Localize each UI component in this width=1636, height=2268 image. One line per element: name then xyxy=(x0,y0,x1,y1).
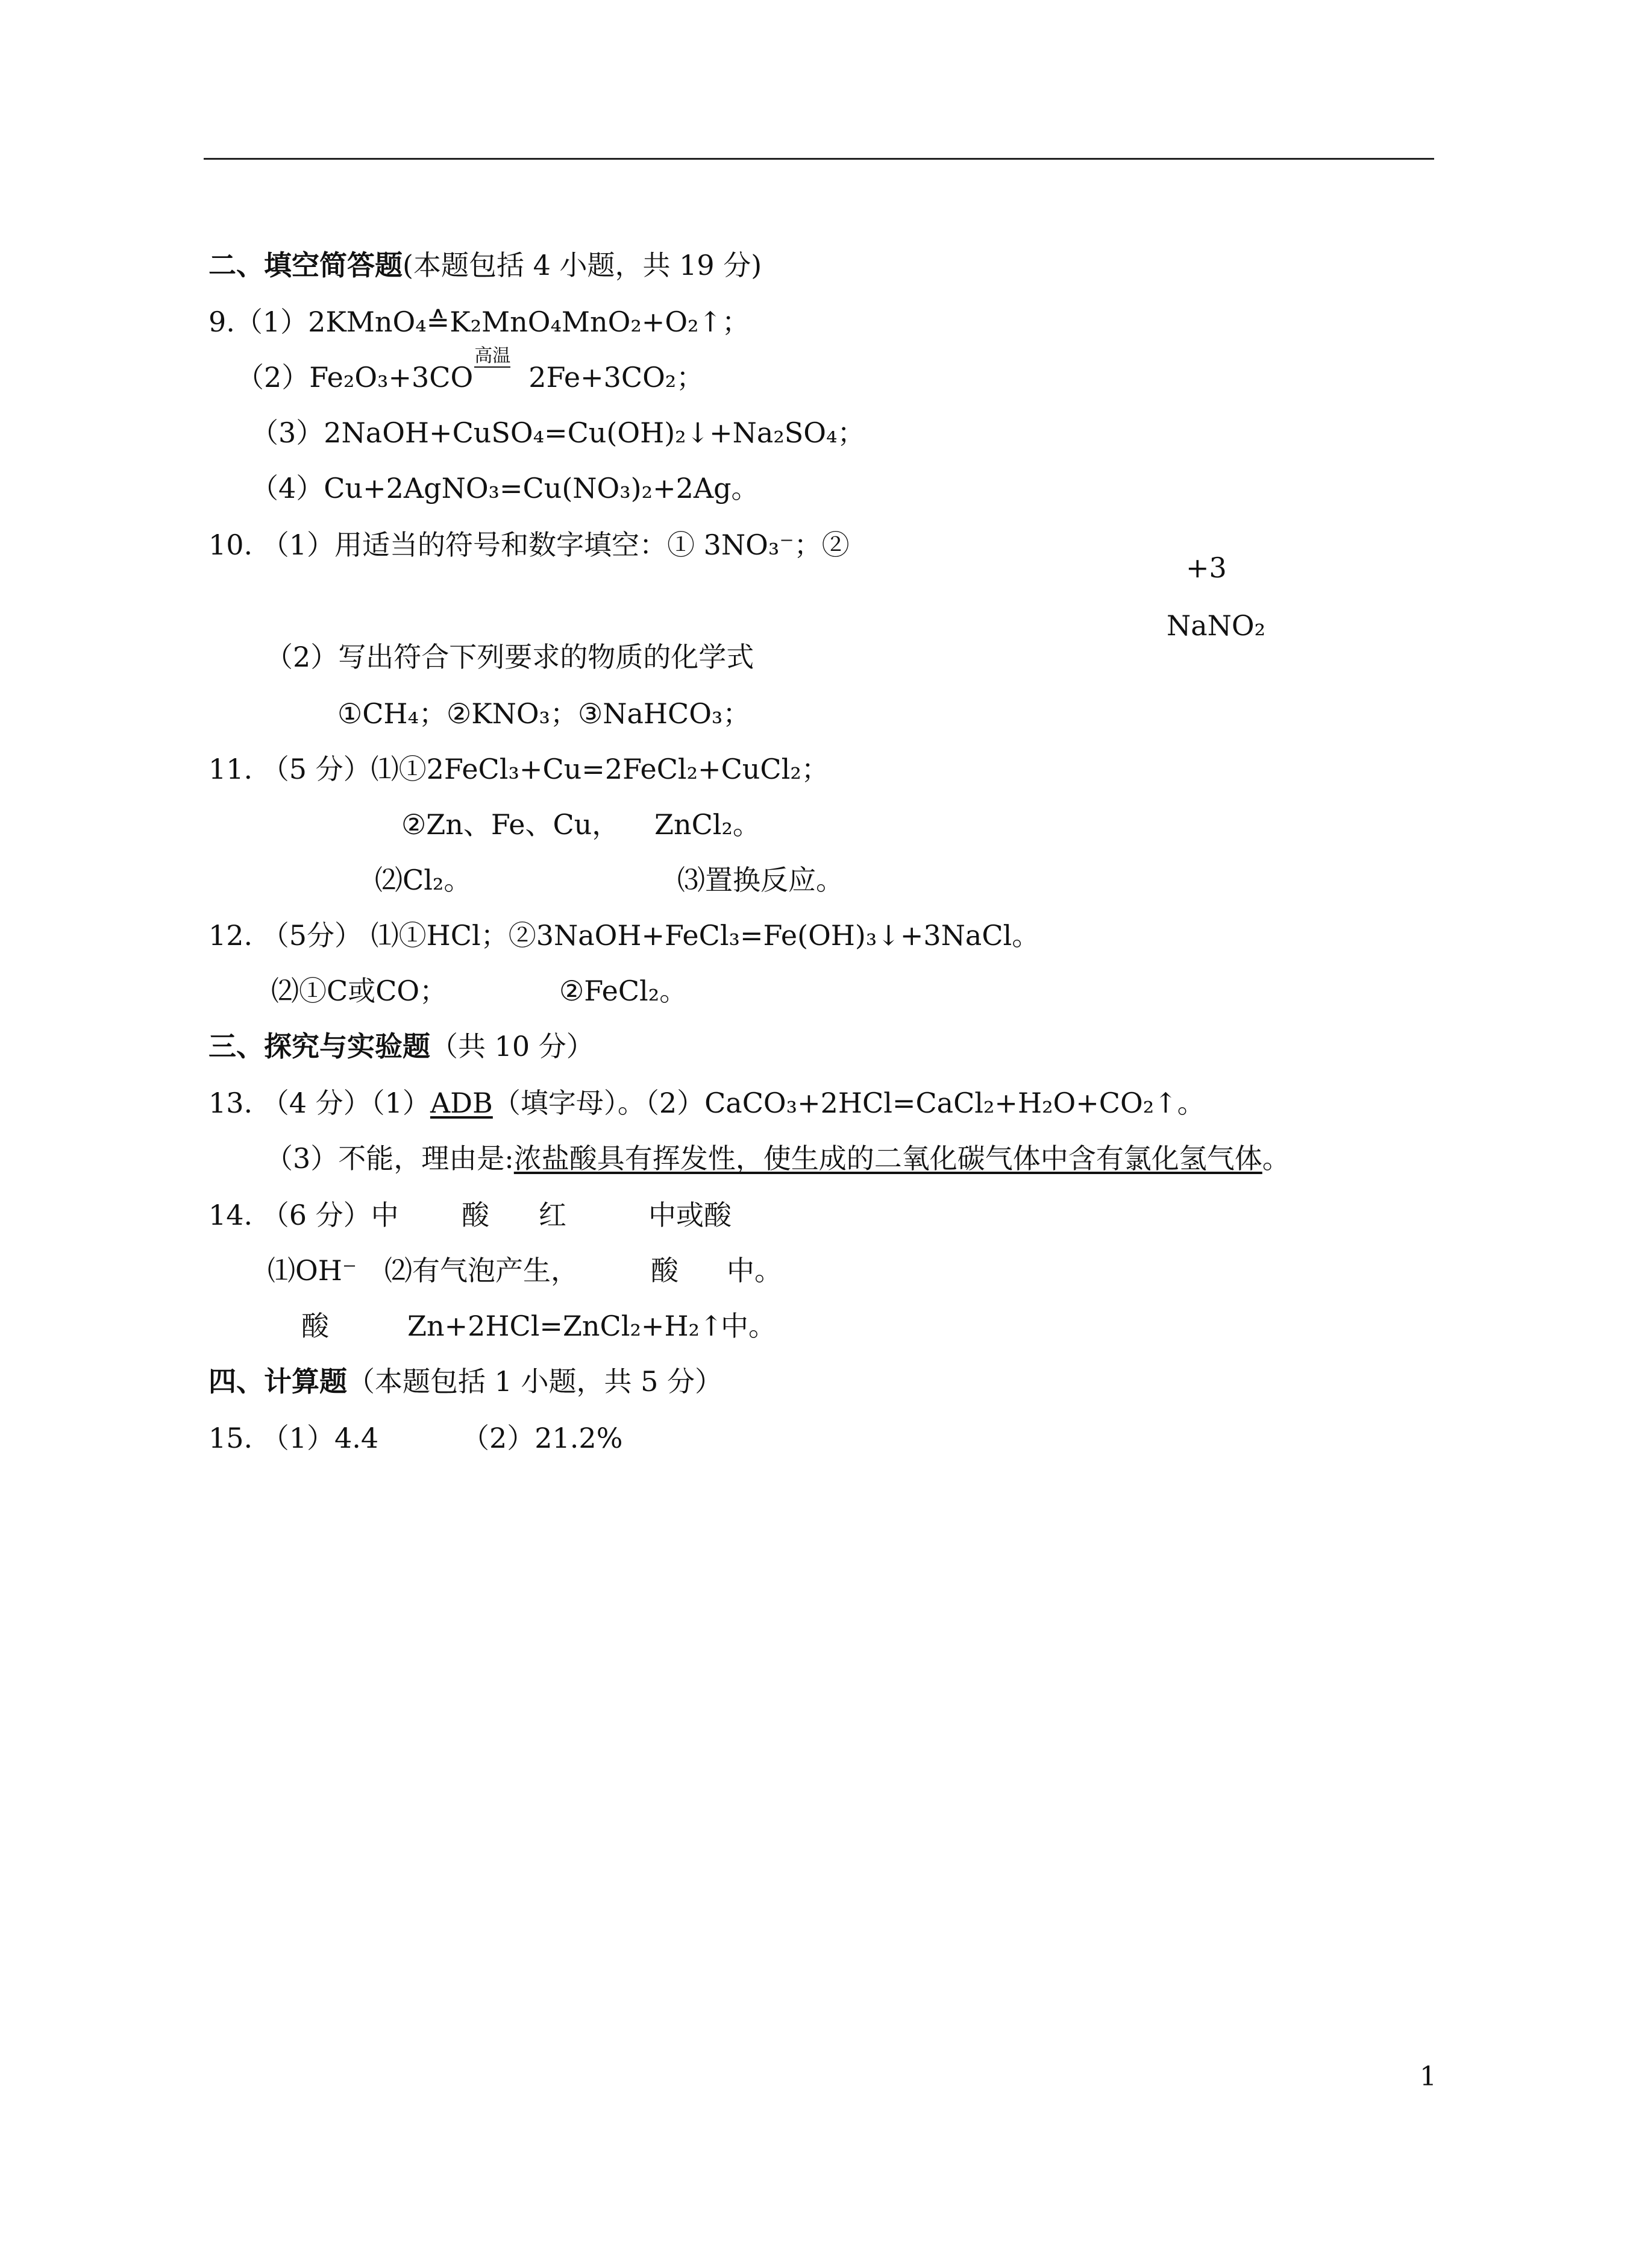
q14-line-2c: 酸 xyxy=(651,1254,679,1287)
q12-line-2a: ⑵①C或CO； xyxy=(271,975,448,1007)
q14-line-2a: ⑴OH⁻ xyxy=(268,1254,357,1287)
q15-line-1: 15. （1）4.4 xyxy=(208,1422,379,1454)
section-4-title: 四、计算题 xyxy=(208,1365,347,1398)
header-rule xyxy=(204,158,1434,160)
q10-line-2: （2）写出符合下列要求的物质的化学式 xyxy=(265,641,754,673)
q14-line-1d: 中或酸 xyxy=(648,1199,732,1231)
q14-line-3c: 中。 xyxy=(721,1310,776,1342)
q9-reaction-condition xyxy=(473,345,528,395)
q13-line-2-suffix: 。 xyxy=(1262,1142,1290,1175)
q14-line-1a: 14. （6 分）中 xyxy=(208,1199,399,1231)
q9-line-1: 9.（1）2KMnO₄≙K₂MnO₄MnO₂+O₂↑； xyxy=(208,306,750,338)
q14-line-3a: 酸 xyxy=(301,1310,329,1342)
q9-line-4: （4）Cu+2AgNO₃=Cu(NO₃)₂+2Ag。 xyxy=(251,472,759,504)
q10-formula: NaNO₂ xyxy=(1167,609,1266,642)
q13-line-1-prefix: 13. （4 分）（1） xyxy=(208,1087,430,1119)
q9-line-2-reactants: （2）Fe₂O₃+3CO xyxy=(236,361,474,394)
q13-line-2 xyxy=(265,1140,1290,1176)
q11-line-2b: ZnCl₂。 xyxy=(654,808,760,841)
q14-line-2b: ⑵有气泡产生， xyxy=(384,1254,578,1287)
section-2-note: (本题包括 4 小题，共 19 分) xyxy=(403,249,762,281)
section-3-note: （共 10 分） xyxy=(430,1030,594,1063)
q12-line-2b: ②FeCl₂。 xyxy=(559,975,688,1007)
q11-line-3b: ⑶置换反应。 xyxy=(677,864,844,896)
q15-line-2: （2）21.2% xyxy=(462,1422,623,1454)
q9-line-2 xyxy=(236,345,704,395)
q14-line-3b: Zn+2HCl=ZnCl₂+H₂↑ xyxy=(407,1310,723,1342)
q10-line-3: ①CH₄；②KNO₃；③NaHCO₃； xyxy=(337,697,751,730)
q10-valence: +3 xyxy=(1186,551,1227,584)
q12-line-1: 12. （5分） ⑴①HCl；②3NaOH+FeCl₃=Fe(OH)₃↓+3NaCl。 xyxy=(208,919,1040,952)
q9-condition-label: 高温 xyxy=(474,345,511,366)
q13-line-1 xyxy=(208,1085,1205,1121)
q13-answer-letters: ADB xyxy=(430,1087,493,1119)
q14-line-1c: 红 xyxy=(539,1199,566,1231)
q9-line-2-products: 2Fe+3CO₂； xyxy=(528,361,704,394)
q11-line-3a: ⑵Cl₂。 xyxy=(375,864,472,896)
section-3-heading xyxy=(208,1028,594,1064)
section-2-title: 二、填空简答题 xyxy=(208,249,403,281)
q11-line-2a: ②Zn、Fe、Cu， xyxy=(401,808,620,841)
section-2-heading xyxy=(208,247,762,283)
q13-line-2-prefix: （3）不能，理由是: xyxy=(265,1142,514,1175)
page-number: 1 xyxy=(1420,2061,1437,2092)
q13-reason: 浓盐酸具有挥发性，使生成的二氧化碳气体中含有氯化氢气体 xyxy=(513,1142,1262,1175)
q14-line-1b: 酸 xyxy=(462,1199,489,1231)
section-3-title: 三、探究与实验题 xyxy=(208,1030,430,1063)
q13-line-1-suffix: （填字母）。（2）CaCO₃+2HCl=CaCl₂+H₂O+CO₂↑。 xyxy=(492,1087,1205,1119)
q9-line-3: （3）2NaOH+CuSO₄=Cu(OH)₂↓+Na₂SO₄； xyxy=(251,416,865,449)
section-4-note: （本题包括 1 小题，共 5 分） xyxy=(347,1365,723,1398)
q10-line-1: 10. （1）用适当的符号和数字填空：① 3NO₃⁻；② xyxy=(208,529,850,561)
q11-line-1: 11. （5 分）⑴①2FeCl₃+Cu=2FeCl₂+CuCl₂； xyxy=(208,753,829,785)
q14-line-2d: 中。 xyxy=(727,1254,782,1287)
section-4-heading xyxy=(208,1363,722,1399)
